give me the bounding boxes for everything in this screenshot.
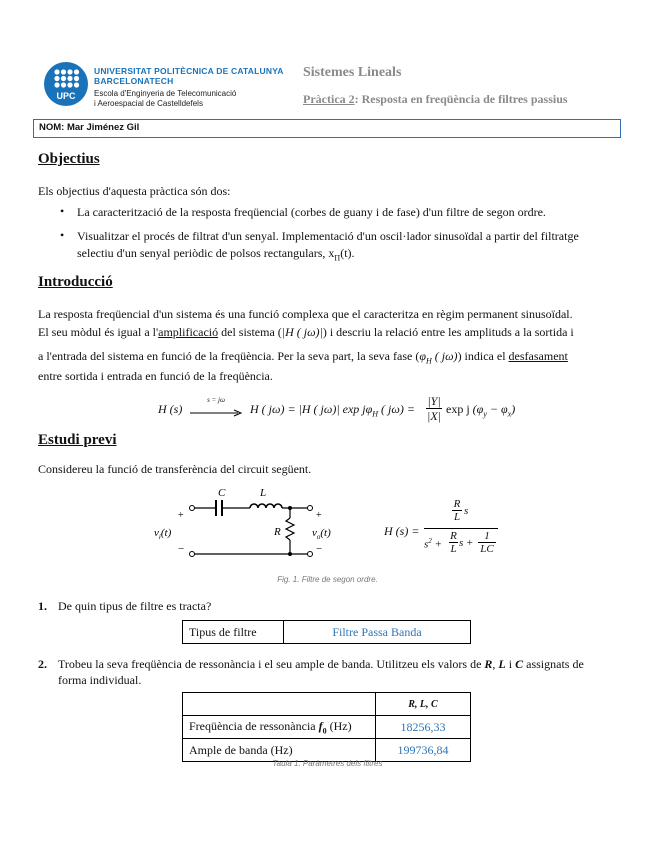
tf-den-r: R xyxy=(450,530,457,542)
eq-sub: y xyxy=(483,409,487,419)
q2-sep: , xyxy=(492,657,499,671)
bullet-icon: • xyxy=(60,204,65,218)
q2-text-part: assignats de xyxy=(523,657,584,671)
input-plus: + xyxy=(178,510,184,521)
tf-lhs: H (s) = xyxy=(384,524,420,538)
tf-num-l: L xyxy=(453,511,461,523)
objectius-intro: Els objectius d'aquesta pràctica són dos: xyxy=(38,184,231,198)
output-minus: − xyxy=(316,543,323,555)
equation-rhs-2 xyxy=(446,402,515,418)
school-name-line1: Escola d'Enginyeria de Telecomunicació xyxy=(94,89,237,98)
university-subname: BARCELONATECH xyxy=(94,76,174,86)
figure-caption: Fig. 1. Filtre de segon ordre. xyxy=(277,575,378,584)
filter-type-label: Tipus de filtre xyxy=(183,621,284,644)
estudi-intro: Considereu la funció de transferència del circuit següent. xyxy=(38,462,312,476)
tf-den-plus: + xyxy=(431,538,442,551)
eq-part: − φ xyxy=(486,402,508,416)
objectius-bullet-2: Visualitzar el procés de filtrat d'un senyal. Implementació d'un oscil·lador sinusoïdal a partir del filtratge xyxy=(77,229,579,243)
bullet-2-end: (t). xyxy=(340,246,355,260)
tf-den-one: 1 xyxy=(484,530,490,542)
resonance-table xyxy=(182,692,471,762)
objectius-heading: Objectius xyxy=(38,151,100,167)
table-header-rlc: R, L, C xyxy=(376,693,471,716)
phase-tail: ( jω) xyxy=(431,349,458,363)
intro-text: del sistema ( xyxy=(218,325,282,339)
tf-den-s2: s xyxy=(459,537,464,549)
filter-type-value: Filtre Passa Banda xyxy=(284,621,471,644)
arrow-label: s = jω xyxy=(207,396,225,404)
q2-var-c: C xyxy=(515,657,524,671)
objectius-bullet-1: La caracterització de la resposta freqüencial (corbes de guany i de fase) d'un filtre de segon ordre. xyxy=(77,205,546,219)
tf-den-s: s xyxy=(424,538,429,551)
equation-fraction xyxy=(426,394,442,423)
introduccio-heading: Introducció xyxy=(38,274,113,290)
table-caption: Taula 1. Paràmetres dels filtres xyxy=(272,759,383,768)
eq-sub: H xyxy=(372,409,379,419)
q2-var-l: L xyxy=(498,657,506,671)
eq-part: H ( jω) = |H ( jω)| exp jφ xyxy=(250,402,373,416)
svg-text:UPC: UPC xyxy=(56,91,76,101)
output-plus: + xyxy=(316,510,322,521)
eq-part: exp j xyxy=(446,402,470,416)
eq-part: ( jω) = xyxy=(378,402,415,416)
bullet-icon: • xyxy=(60,228,65,242)
tf-num-r: R xyxy=(453,498,461,510)
equation-rhs-1 xyxy=(250,402,415,418)
practice-label: Pràctica 2 xyxy=(303,92,355,106)
practice-title xyxy=(303,92,568,107)
course-title: Sistemes Lineals xyxy=(303,65,402,80)
bullet-2-sub: Π xyxy=(334,253,341,263)
arrow-right-icon xyxy=(190,409,242,417)
tf-fraction xyxy=(424,498,498,561)
phase-sub: H xyxy=(425,356,432,366)
inductor-label: L xyxy=(260,487,267,499)
tf-den-lc: LC xyxy=(478,542,496,555)
resonance-sym: f xyxy=(318,718,323,733)
resonance-unit: (Hz) xyxy=(326,718,352,733)
desfasament-term: desfasament xyxy=(508,349,568,363)
equation-arrow xyxy=(190,396,242,422)
student-name: NOM: Mar Jiménez Gil xyxy=(39,122,140,133)
eq-sub: x xyxy=(507,409,512,419)
capacitor-label: C xyxy=(218,487,226,499)
intro-text: a l'entrada del sistema en funció de la freqüència. Per la seva part, la seva fase ( xyxy=(38,349,420,363)
q2-number: 2. xyxy=(38,657,47,671)
intro-text: ) indica el xyxy=(457,349,509,363)
tf-numerator xyxy=(424,498,498,528)
magnitude-math: |H ( jω)| xyxy=(281,325,323,339)
objectius-bullet-2-cont xyxy=(77,245,355,266)
intro-line-2 xyxy=(38,322,574,342)
resonance-label-text: Freqüència de ressonància xyxy=(189,718,319,733)
eq-part: ) xyxy=(511,402,516,416)
resonance-sub: 0 xyxy=(322,726,327,736)
bandwidth-label: Ample de banda (Hz) xyxy=(183,739,376,762)
fraction-denominator: |X| xyxy=(427,409,441,423)
input-minus: − xyxy=(178,543,185,555)
bullet-2-text: selectiu d'un senyal periòdic de polsos rectangulars, x xyxy=(77,246,335,260)
intro-text: ) i descriu la relació entre les amplituds a la sortida i xyxy=(322,325,574,339)
q2-text-part: Trobeu la seva freqüència de ressonància i el seu ample de banda. Utilitzeu els valors de xyxy=(58,657,485,671)
tf-num-s: s xyxy=(464,505,469,517)
practice-subtitle: : Resposta en freqüència de filtres passius xyxy=(354,92,568,106)
filter-type-table xyxy=(182,620,471,644)
equation-lhs: H (s) xyxy=(158,402,183,416)
tf-den-plus: + xyxy=(463,537,474,549)
resonance-value: 18256,33 xyxy=(376,716,471,739)
tf-den-exp: 2 xyxy=(428,537,432,545)
university-name: UNIVERSITAT POLITÈCNICA DE CATALUNYA xyxy=(94,66,284,76)
tf-den-l: L xyxy=(450,543,457,555)
resistor-label: R xyxy=(274,526,281,538)
student-name-box xyxy=(33,119,621,138)
intro-line-4: entre sortida i entrada en funció de la freqüència. xyxy=(38,369,273,383)
intro-line-1: La resposta freqüencial d'un sistema és una funció complexa que el caracteritza en règim permanent sinusoïdal. xyxy=(38,307,573,321)
q2-sep: i xyxy=(505,657,516,671)
resonance-label xyxy=(183,716,376,739)
amplificacio-term: amplificació xyxy=(158,325,219,339)
q1-text: De quin tipus de filtre es tracta? xyxy=(58,599,212,613)
vin-label: $v_i(t)$ xyxy=(154,527,172,541)
vout-label: $v_o(t)$ xyxy=(312,527,331,541)
table-header-empty xyxy=(183,693,376,716)
tf-denominator xyxy=(424,528,498,561)
q2-var-r: R xyxy=(484,657,493,671)
q2-text-cont: forma individual. xyxy=(58,673,142,687)
estudi-heading: Estudi previ xyxy=(38,432,117,448)
school-name-line2: i Aeroespacial de Castelldefels xyxy=(94,99,203,108)
fraction-numerator: |Y| xyxy=(427,394,441,408)
eq-part: (φ xyxy=(472,402,484,416)
intro-text: El seu mòdul és igual a l' xyxy=(38,325,159,339)
q1-number: 1. xyxy=(38,599,47,613)
phase-math: φ xyxy=(419,349,426,363)
bandwidth-value: 199736,84 xyxy=(376,739,471,762)
upc-logo xyxy=(44,62,88,106)
rlc-circuit-diagram xyxy=(150,486,350,562)
